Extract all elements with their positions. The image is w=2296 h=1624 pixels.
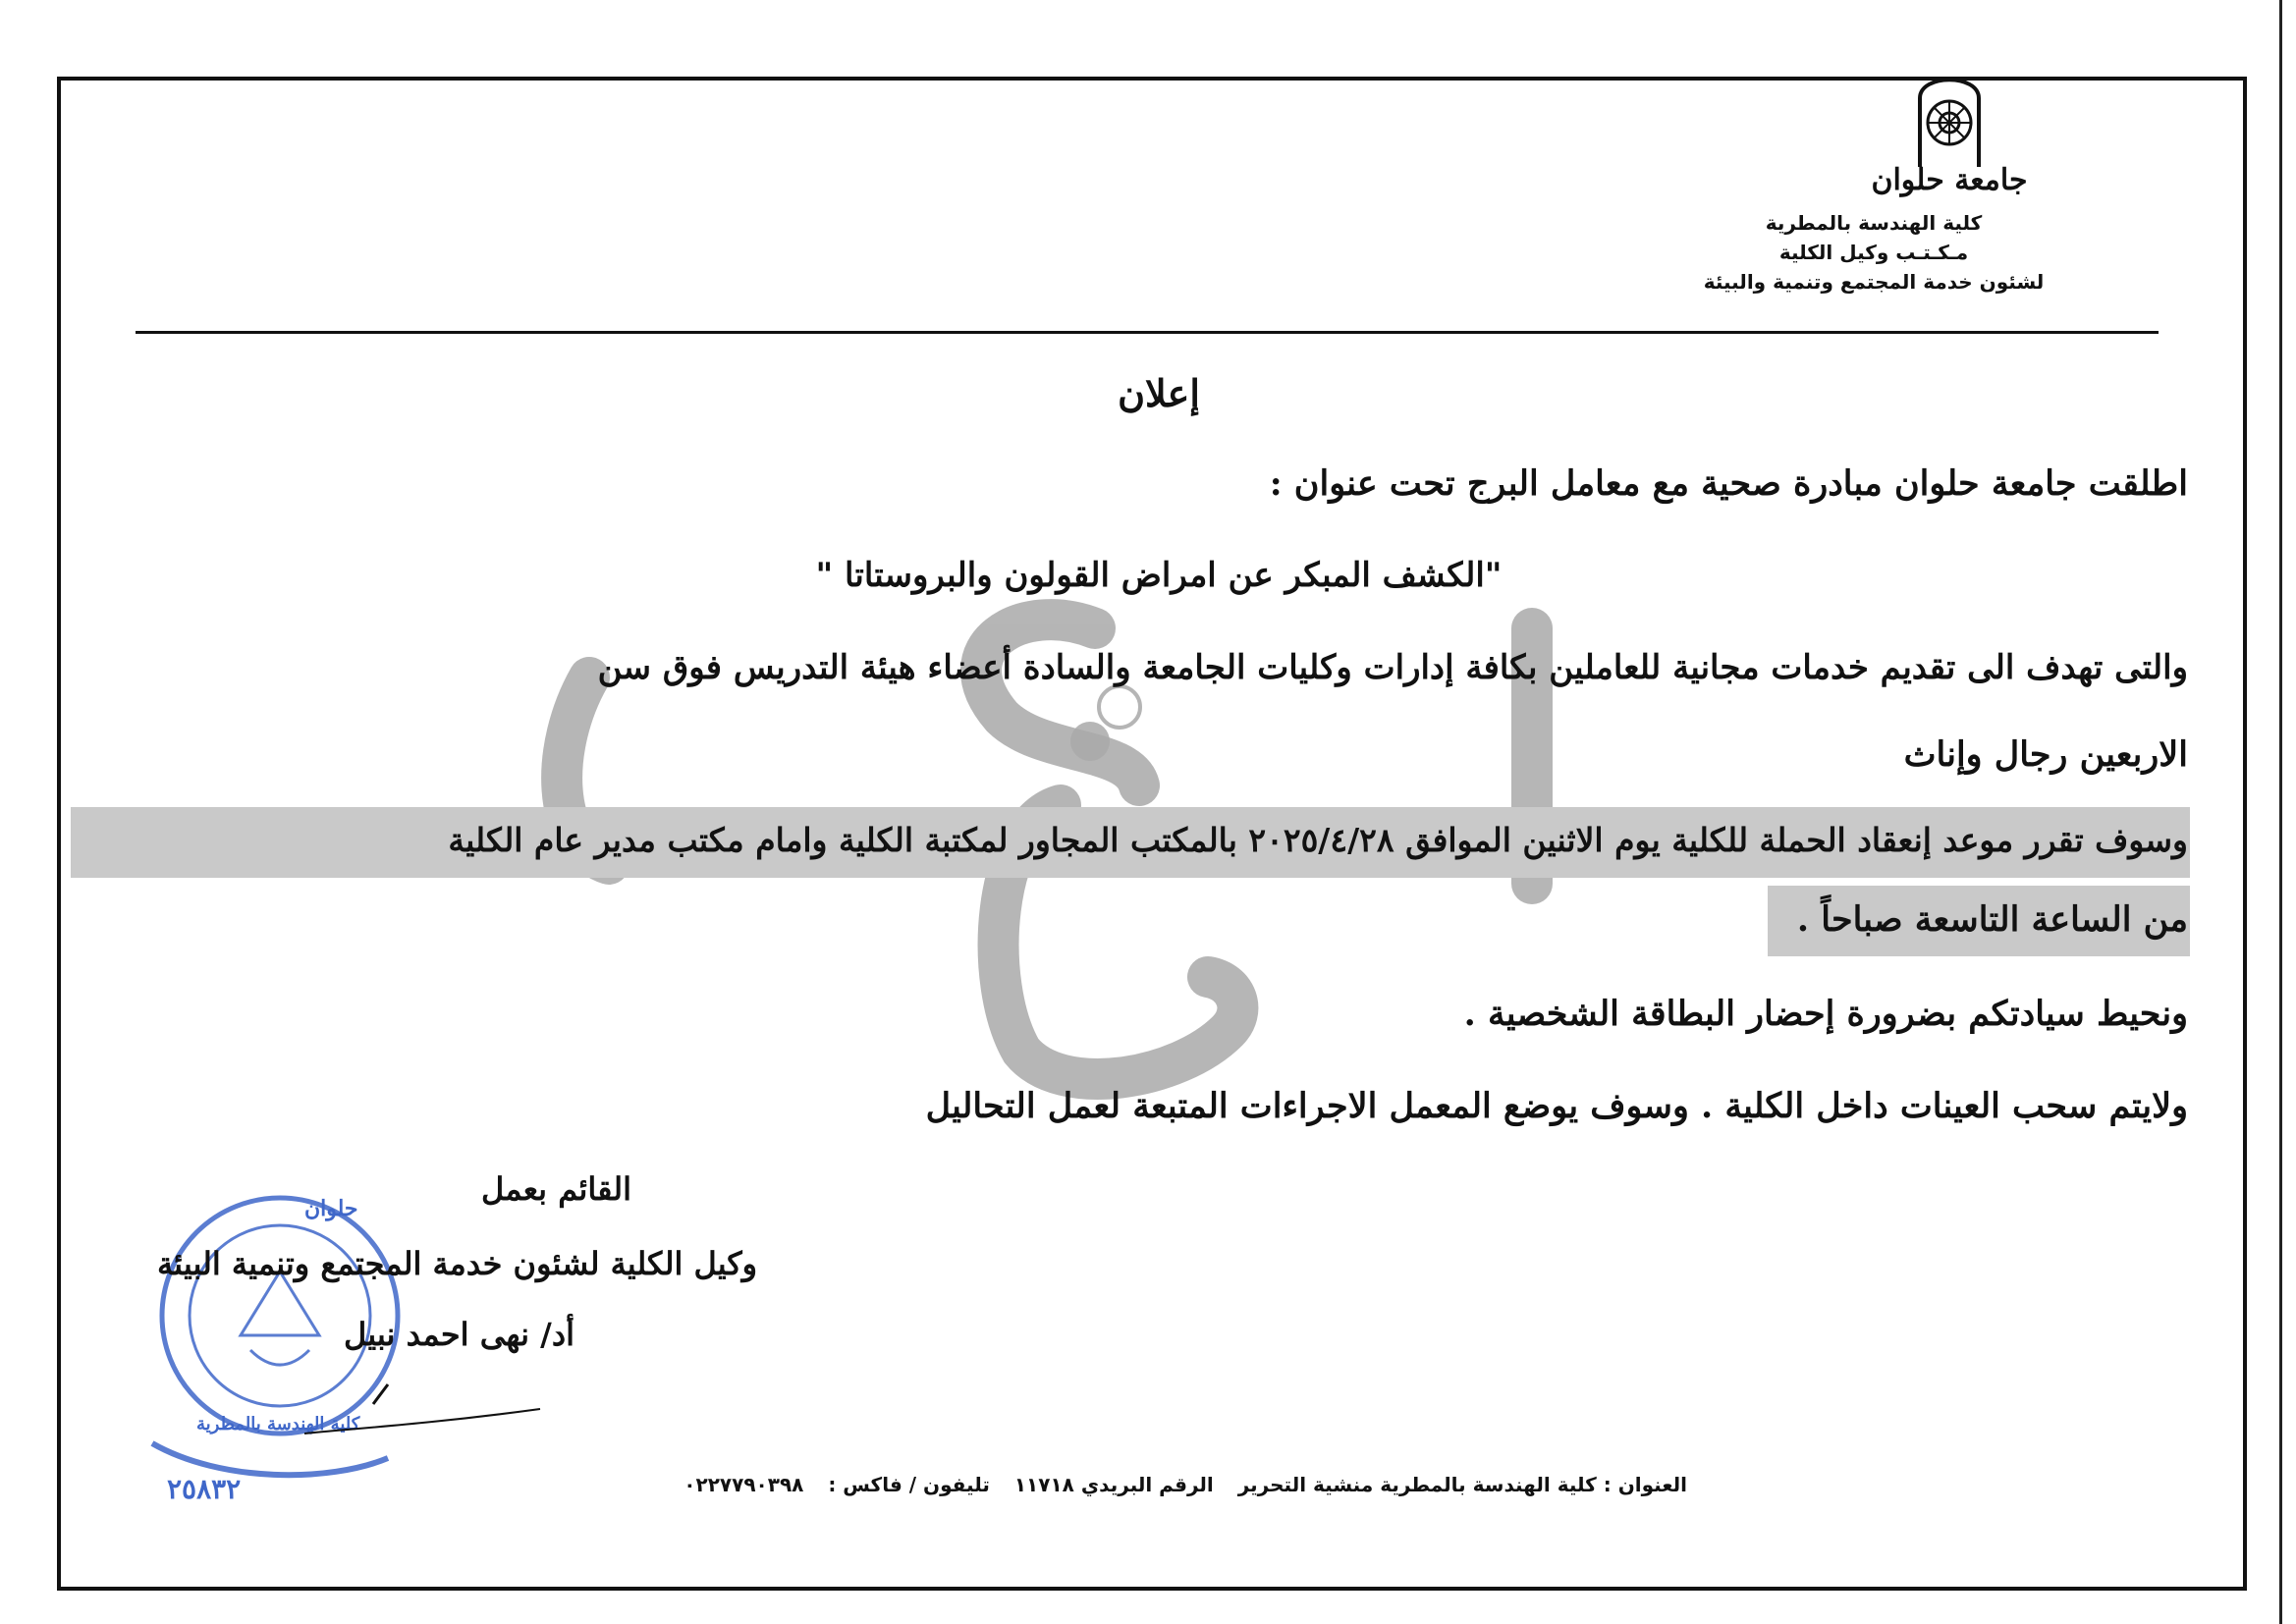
header-divider	[136, 331, 2159, 334]
office-subtitle: لشئون خدمة المجتمع وتنمية والبيئة	[1703, 270, 2045, 294]
handwritten-signature	[295, 1375, 550, 1453]
body-line-4: وسوف تقرر موعد إنعقاد الحملة للكلية يوم الاثنين الموافق ٢٠٢٥/٤/٢٨ بالمكتب المجاور لمكتبة الكلية وامام مكتب مدير عام الكلية	[448, 821, 2188, 859]
campaign-title: "الكشف المبكر عن امراض القولون والبروستاتا "	[815, 556, 1503, 595]
stamp-top-text: حلوان	[304, 1196, 358, 1221]
body-line-7: ولايتم سحب العينات داخل الكلية . وسوف يوضع المعمل الاجراءات المتبعة لعمل التحاليل	[925, 1086, 2188, 1126]
signature-role-1: القائم بعمل	[481, 1170, 631, 1208]
signature-name: أد/ نهى احمد نبيل	[344, 1316, 574, 1353]
footer-phone-label: تليفون / فاكس :	[828, 1473, 990, 1496]
signature-role-2: وكيل الكلية لشئون خدمة المجتمع وتنمية البيئة	[157, 1245, 758, 1282]
body-line-3: الاربعين رجال وإناث	[1903, 734, 2188, 775]
footer-postal: الرقم البريدي ١١٧١٨	[1013, 1473, 1214, 1496]
footer-address: العنوان : كلية الهندسة بالمطرية منشية التحرير	[1237, 1473, 1687, 1496]
footer-contact	[666, 1473, 1687, 1496]
faculty-name: كلية الهندسة بالمطرية	[1765, 211, 1983, 235]
body-line-1: اطلقت جامعة حلوان مبادرة صحية مع معامل البرج تحت عنوان :	[1269, 463, 2188, 504]
body-line-6: ونحيط سيادتكم بضرورة إحضار البطاقة الشخصية .	[1463, 994, 2188, 1034]
office-name: مـكـتـب وكيل الكلية	[1778, 241, 1969, 264]
logo-caption: جامعة حلوان	[1871, 163, 2028, 197]
footer-phone: ٠٢٢٧٧٩٠٣٩٨	[683, 1473, 804, 1496]
office-header	[1599, 208, 2149, 297]
announcement-title: إعلان	[1118, 371, 1200, 415]
stamp-ring-text: كلية الهندسة بالمطرية	[196, 1414, 360, 1435]
stamp-number: ٢٥٨٣٢	[167, 1473, 242, 1505]
body-line-2: والتى تهدف الى تقديم خدمات مجانية للعاملين بكافة إدارات وكليات الجامعة والسادة أعضاء هيئة التدريس فوق سن	[597, 648, 2188, 687]
body-line-5: من الساعة التاسعة صباحاً .	[1796, 899, 2188, 940]
